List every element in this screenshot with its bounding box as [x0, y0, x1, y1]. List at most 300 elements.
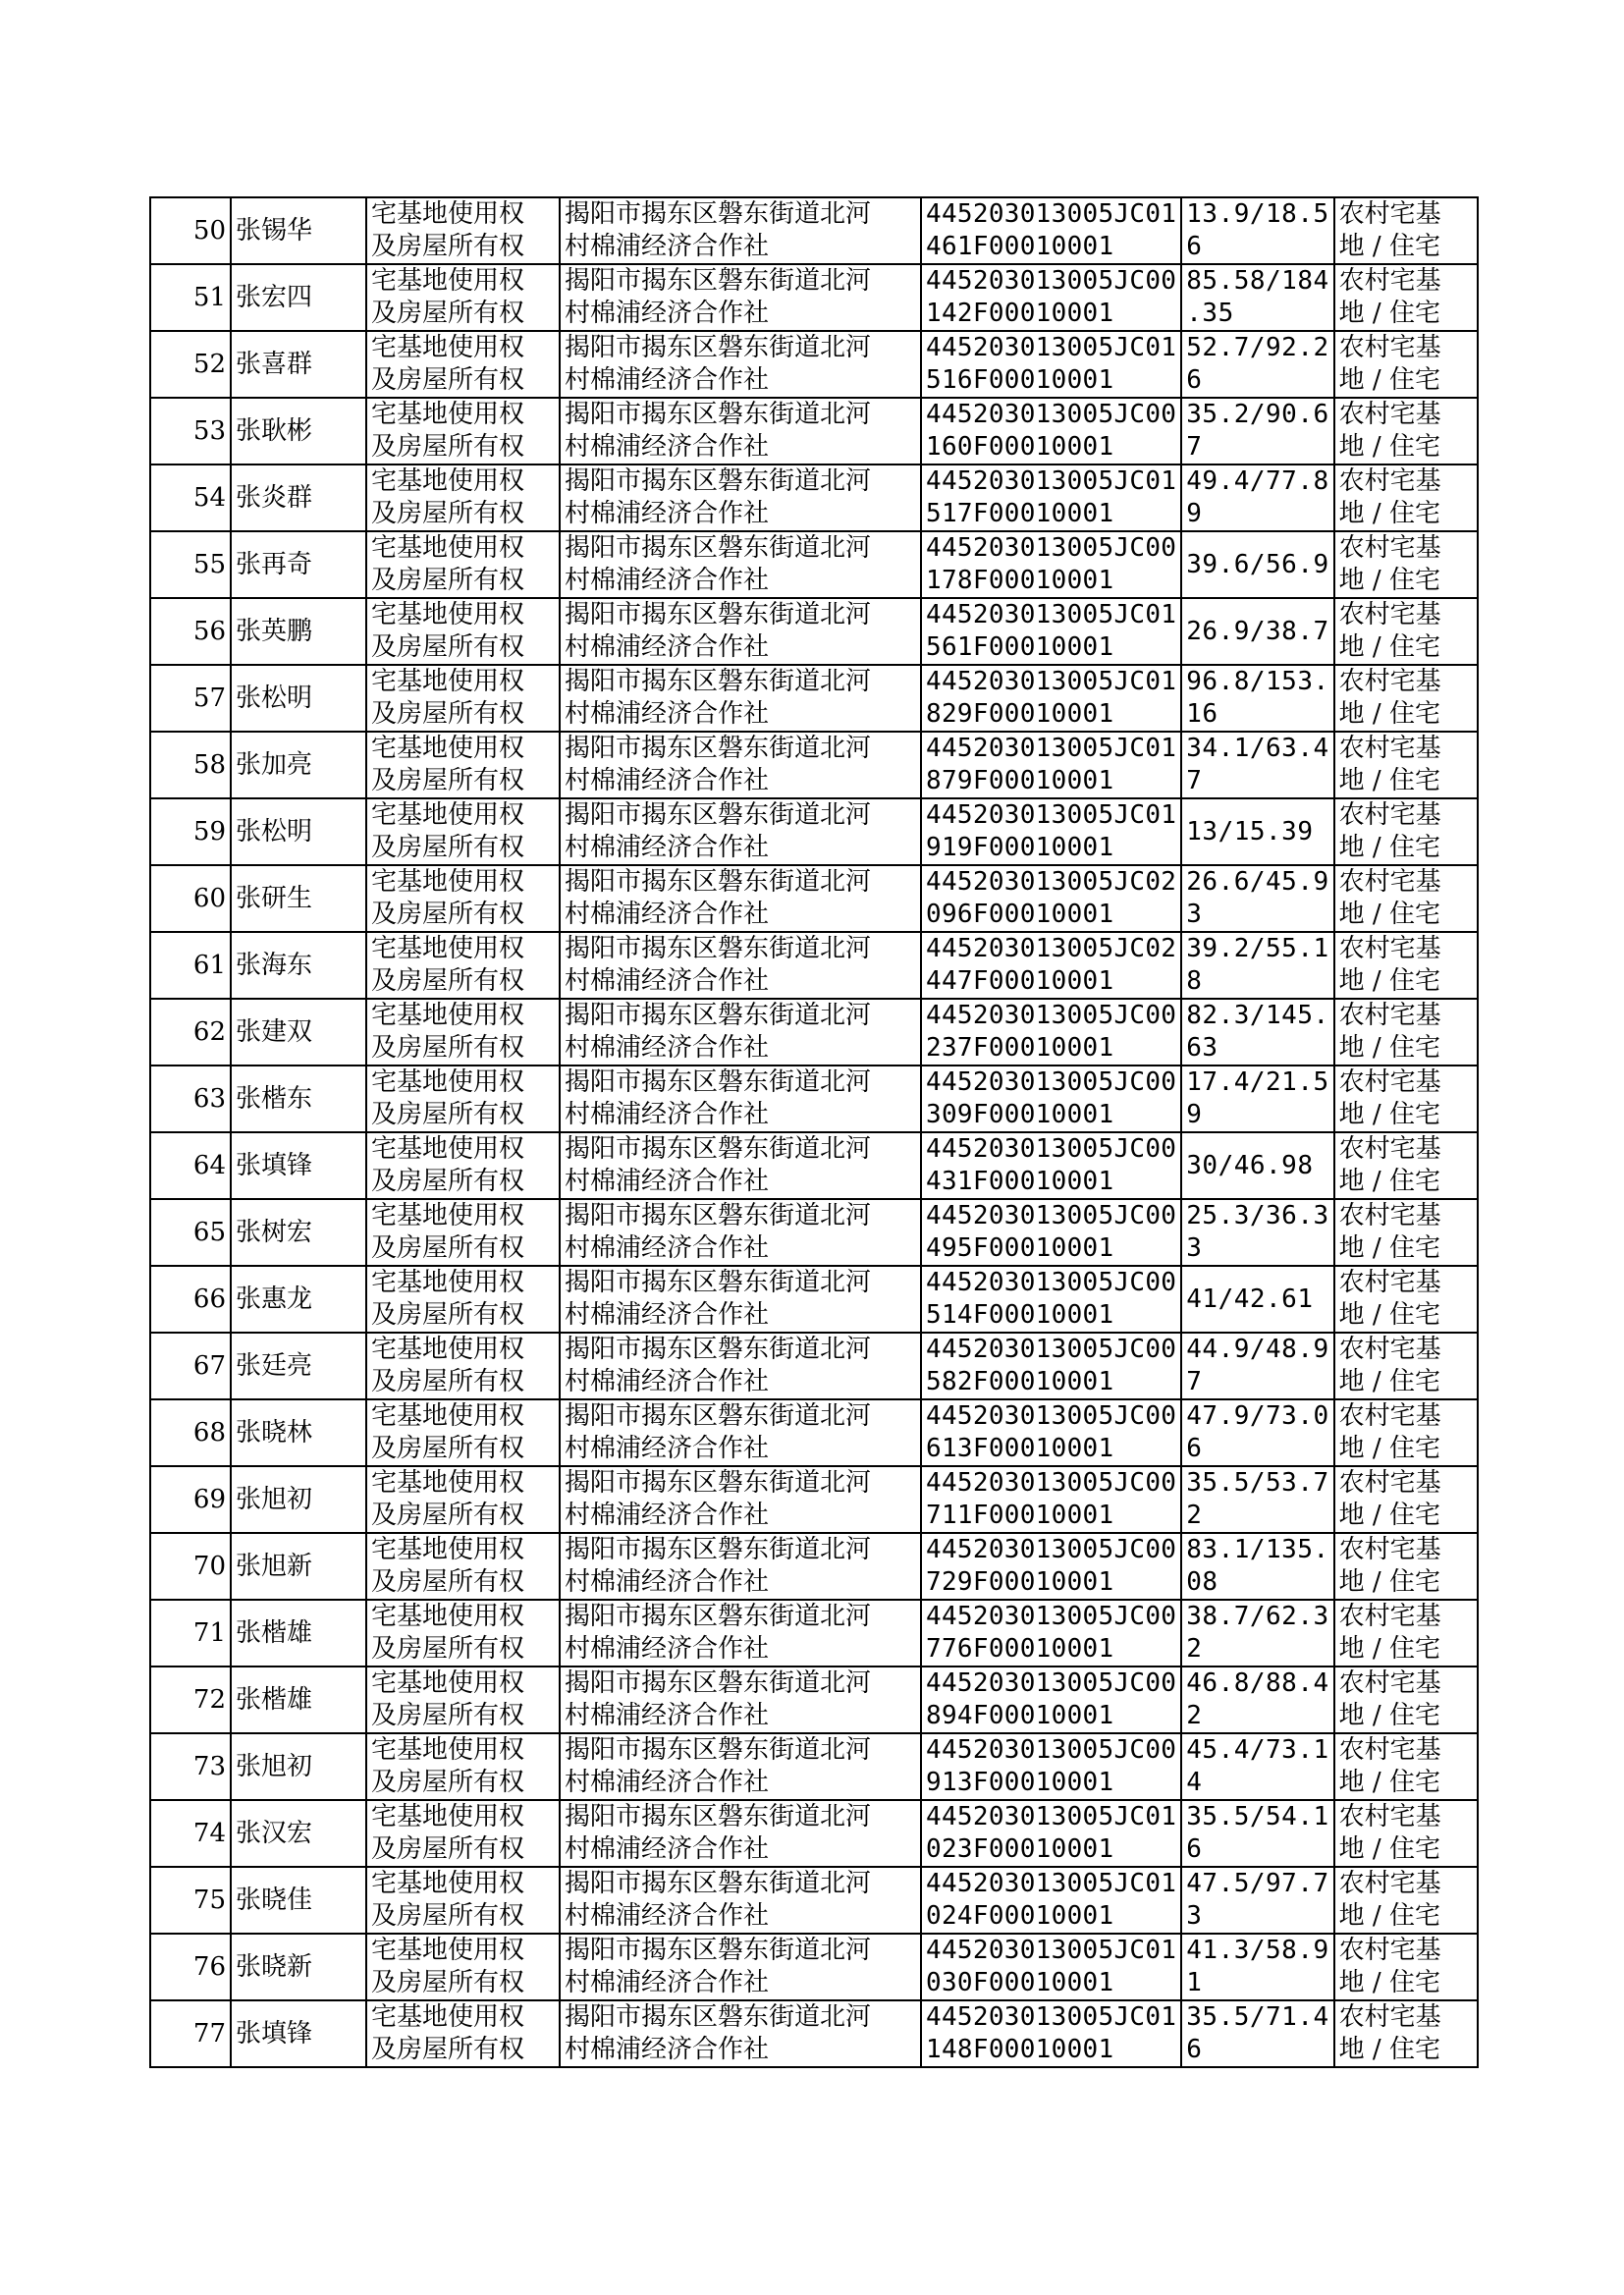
cell-line: 517F00010001 [926, 499, 1114, 528]
cell-line: 445203013005JC01 [926, 1802, 1177, 1831]
right-type-cell [366, 1934, 560, 2000]
table-row [150, 1466, 1478, 1533]
cell-line: 9 [1186, 1100, 1203, 1129]
cell-line: 农村宅基 [1338, 199, 1441, 229]
cell-line: 地 / 住宅 [1338, 299, 1440, 328]
cell-line: 26.6/45.9 [1186, 867, 1329, 897]
cell-line: 农村宅基 [1338, 667, 1441, 696]
cell-line: 地 / 住宅 [1338, 2035, 1440, 2064]
cell-line: 揭阳市揭东区磐东街道北河 [565, 600, 872, 629]
register-body [150, 197, 1478, 2067]
right-type-cell [366, 1800, 560, 1867]
cell-line: 445203013005JC01 [926, 1936, 1177, 1965]
cell-line: 445203013005JC00 [926, 1067, 1177, 1097]
cell-line: 729F00010001 [926, 1567, 1114, 1597]
cell-line: 52.7/92.2 [1186, 333, 1329, 362]
cell-line: 6 [1186, 1834, 1203, 1864]
unit-code-cell [921, 1132, 1181, 1199]
row-number-cell: 76 [150, 1934, 231, 2000]
property-register-table [149, 196, 1479, 2068]
area-cell [1181, 1934, 1333, 2000]
right-type-cell [366, 1667, 560, 1733]
cell-line: 879F00010001 [926, 766, 1114, 795]
table-row [150, 665, 1478, 732]
table-row [150, 1733, 1478, 1800]
right-type-cell [366, 464, 560, 531]
cell-line: 178F00010001 [926, 566, 1114, 595]
cell-line: 揭阳市揭东区磐东街道北河 [565, 1401, 872, 1431]
table-row [150, 999, 1478, 1066]
cell-line: 宅基地使用权 [371, 867, 525, 897]
cell-line: 农村宅基 [1338, 1401, 1441, 1431]
area-cell [1181, 398, 1333, 464]
cell-line: 村棉浦经济合作社 [565, 1968, 770, 1997]
area-cell [1181, 1800, 1333, 1867]
cell-line: 445203013005JC00 [926, 1468, 1177, 1498]
table-row [150, 1333, 1478, 1399]
table-row [150, 2000, 1478, 2067]
cell-line: 村棉浦经济合作社 [565, 1634, 770, 1664]
owner-name-cell: 张英鹏 [231, 598, 366, 665]
cell-line: 宅基地使用权 [371, 266, 525, 296]
table-row [150, 1667, 1478, 1733]
cell-line: 445203013005JC00 [926, 1735, 1177, 1765]
cell-line: 揭阳市揭东区磐东街道北河 [565, 667, 872, 696]
table-row [150, 398, 1478, 464]
cell-line: 宅基地使用权 [371, 1268, 525, 1297]
cell-line: 揭阳市揭东区磐东街道北河 [565, 1067, 872, 1097]
right-type-cell [366, 398, 560, 464]
table-row [150, 1199, 1478, 1266]
row-number-cell: 74 [150, 1800, 231, 1867]
land-use-cell [1334, 1333, 1478, 1399]
cell-line: 村棉浦经济合作社 [565, 833, 770, 862]
row-number-cell: 58 [150, 732, 231, 798]
cell-line: 地 / 住宅 [1338, 1768, 1440, 1797]
cell-line: 2 [1186, 1634, 1203, 1664]
location-cell [560, 1934, 921, 2000]
cell-line: 17.4/21.5 [1186, 1067, 1329, 1097]
cell-line: 及房屋所有权 [371, 432, 525, 462]
cell-line: 63 [1186, 1033, 1218, 1063]
location-cell [560, 2000, 921, 2067]
table-row [150, 1867, 1478, 1934]
cell-line: 揭阳市揭东区磐东街道北河 [565, 1802, 872, 1831]
row-number-cell: 60 [150, 865, 231, 932]
owner-name-cell: 张填锋 [231, 2000, 366, 2067]
cell-line: 村棉浦经济合作社 [565, 566, 770, 595]
cell-line: 宅基地使用权 [371, 1401, 525, 1431]
land-use-cell [1334, 932, 1478, 999]
land-use-cell [1334, 1533, 1478, 1600]
cell-line: 445203013005JC01 [926, 466, 1177, 496]
cell-line: 揭阳市揭东区磐东街道北河 [565, 266, 872, 296]
row-number-cell: 55 [150, 531, 231, 598]
cell-line: 431F00010001 [926, 1167, 1114, 1196]
cell-line: 村棉浦经济合作社 [565, 1434, 770, 1463]
cell-line: 地 / 住宅 [1338, 1701, 1440, 1730]
row-number-cell: 56 [150, 598, 231, 665]
right-type-cell [366, 1733, 560, 1800]
table-row [150, 531, 1478, 598]
cell-line: 农村宅基 [1338, 1802, 1441, 1831]
cell-line: 宅基地使用权 [371, 2002, 525, 2032]
unit-code-cell [921, 1533, 1181, 1600]
cell-line: 地 / 住宅 [1338, 1834, 1440, 1864]
cell-line: 宅基地使用权 [371, 1001, 525, 1030]
cell-line: 地 / 住宅 [1338, 766, 1440, 795]
right-type-cell [366, 999, 560, 1066]
cell-line: 及房屋所有权 [371, 1768, 525, 1797]
table-row [150, 331, 1478, 398]
right-type-cell [366, 1533, 560, 1600]
cell-line: 村棉浦经济合作社 [565, 1834, 770, 1864]
area-cell [1181, 1667, 1333, 1733]
cell-line: 宅基地使用权 [371, 400, 525, 429]
cell-line: 7 [1186, 432, 1203, 462]
row-number-cell: 73 [150, 1733, 231, 1800]
cell-line: 地 / 住宅 [1338, 1501, 1440, 1530]
right-type-cell [366, 1399, 560, 1466]
cell-line: 农村宅基 [1338, 734, 1441, 763]
cell-line: 13.9/18.5 [1186, 199, 1329, 229]
location-cell [560, 1266, 921, 1333]
cell-line: 地 / 住宅 [1338, 900, 1440, 929]
cell-line: 村棉浦经济合作社 [565, 1167, 770, 1196]
table-row [150, 932, 1478, 999]
cell-line: 445203013005JC00 [926, 533, 1177, 563]
cell-line: 及房屋所有权 [371, 566, 525, 595]
area-cell [1181, 1600, 1333, 1667]
location-cell [560, 798, 921, 865]
right-type-cell [366, 598, 560, 665]
owner-name-cell: 张晓新 [231, 1934, 366, 2000]
location-cell [560, 732, 921, 798]
cell-line: 35.2/90.6 [1186, 400, 1329, 429]
cell-line: 地 / 住宅 [1338, 1367, 1440, 1396]
cell-line: 26.9/38.7 [1186, 616, 1329, 646]
land-use-cell [1334, 1466, 1478, 1533]
row-number-cell: 66 [150, 1266, 231, 1333]
cell-line: 农村宅基 [1338, 400, 1441, 429]
unit-code-cell [921, 464, 1181, 531]
cell-line: 揭阳市揭东区磐东街道北河 [565, 1268, 872, 1297]
cell-line: 村棉浦经济合作社 [565, 1501, 770, 1530]
right-type-cell [366, 732, 560, 798]
row-number-cell: 72 [150, 1667, 231, 1733]
cell-line: 农村宅基 [1338, 2002, 1441, 2032]
owner-name-cell: 张惠龙 [231, 1266, 366, 1333]
cell-line: 宅基地使用权 [371, 1468, 525, 1498]
land-use-cell [1334, 732, 1478, 798]
cell-line: 农村宅基 [1338, 934, 1441, 963]
owner-name-cell: 张研生 [231, 865, 366, 932]
cell-line: 445203013005JC01 [926, 734, 1177, 763]
location-cell [560, 464, 921, 531]
owner-name-cell: 张晓佳 [231, 1867, 366, 1934]
cell-line: 3 [1186, 1901, 1203, 1931]
right-type-cell [366, 1867, 560, 1934]
cell-line: 揭阳市揭东区磐东街道北河 [565, 867, 872, 897]
cell-line: 地 / 住宅 [1338, 699, 1440, 729]
location-cell [560, 1733, 921, 1800]
cell-line: 宅基地使用权 [371, 333, 525, 362]
cell-line: 445203013005JC01 [926, 800, 1177, 830]
cell-line: 49.4/77.8 [1186, 466, 1329, 496]
unit-code-cell [921, 999, 1181, 1066]
cell-line: 揭阳市揭东区磐东街道北河 [565, 1134, 872, 1164]
location-cell [560, 1333, 921, 1399]
owner-name-cell: 张楷东 [231, 1066, 366, 1132]
cell-line: 及房屋所有权 [371, 1834, 525, 1864]
unit-code-cell [921, 1934, 1181, 2000]
cell-line: 宅基地使用权 [371, 1335, 525, 1364]
cell-line: 村棉浦经济合作社 [565, 766, 770, 795]
location-cell [560, 1667, 921, 1733]
cell-line: 及房屋所有权 [371, 232, 525, 261]
table-row [150, 1132, 1478, 1199]
land-use-cell [1334, 1867, 1478, 1934]
area-cell [1181, 1867, 1333, 1934]
right-type-cell [366, 1266, 560, 1333]
land-use-cell [1334, 398, 1478, 464]
cell-line: 揭阳市揭东区磐东街道北河 [565, 533, 872, 563]
cell-line: 宅基地使用权 [371, 1067, 525, 1097]
area-cell [1181, 1399, 1333, 1466]
owner-name-cell: 张喜群 [231, 331, 366, 398]
location-cell [560, 1399, 921, 1466]
owner-name-cell: 张松明 [231, 665, 366, 732]
cell-line: 地 / 住宅 [1338, 1567, 1440, 1597]
land-use-cell [1334, 865, 1478, 932]
row-number-cell: 54 [150, 464, 231, 531]
owner-name-cell: 张锡华 [231, 197, 366, 264]
cell-line: 农村宅基 [1338, 466, 1441, 496]
cell-line: 47.9/73.0 [1186, 1401, 1329, 1431]
row-number-cell: 63 [150, 1066, 231, 1132]
cell-line: 村棉浦经济合作社 [565, 1233, 770, 1263]
table-row [150, 865, 1478, 932]
cell-line: 农村宅基 [1338, 800, 1441, 830]
cell-line: 44.9/48.9 [1186, 1335, 1329, 1364]
cell-line: 地 / 住宅 [1338, 232, 1440, 261]
cell-line: 村棉浦经济合作社 [565, 499, 770, 528]
unit-code-cell [921, 798, 1181, 865]
cell-line: 6 [1186, 365, 1203, 395]
cell-line: 47.5/97.7 [1186, 1869, 1329, 1898]
cell-line: 495F00010001 [926, 1233, 1114, 1263]
cell-line: 41.3/58.9 [1186, 1936, 1329, 1965]
cell-line: 7 [1186, 766, 1203, 795]
cell-line: 及房屋所有权 [371, 833, 525, 862]
unit-code-cell [921, 331, 1181, 398]
row-number-cell: 70 [150, 1533, 231, 1600]
row-number-cell: 57 [150, 665, 231, 732]
row-number-cell: 71 [150, 1600, 231, 1667]
unit-code-cell [921, 865, 1181, 932]
table-row [150, 598, 1478, 665]
owner-name-cell: 张汉宏 [231, 1800, 366, 1867]
cell-line: 及房屋所有权 [371, 499, 525, 528]
land-use-cell [1334, 1800, 1478, 1867]
cell-line: 揭阳市揭东区磐东街道北河 [565, 1936, 872, 1965]
cell-line: 揭阳市揭东区磐东街道北河 [565, 1201, 872, 1230]
cell-line: 445203013005JC00 [926, 1335, 1177, 1364]
unit-code-cell [921, 197, 1181, 264]
cell-line: 宅基地使用权 [371, 1134, 525, 1164]
unit-code-cell [921, 1199, 1181, 1266]
cell-line: 41/42.61 [1186, 1284, 1314, 1314]
cell-line: 村棉浦经济合作社 [565, 232, 770, 261]
unit-code-cell [921, 732, 1181, 798]
land-use-cell [1334, 598, 1478, 665]
cell-line: 及房屋所有权 [371, 1901, 525, 1931]
owner-name-cell: 张建双 [231, 999, 366, 1066]
row-number-cell: 51 [150, 264, 231, 331]
cell-line: 揭阳市揭东区磐东街道北河 [565, 934, 872, 963]
cell-line: 及房屋所有权 [371, 900, 525, 929]
location-cell [560, 1199, 921, 1266]
right-type-cell [366, 531, 560, 598]
cell-line: 34.1/63.4 [1186, 734, 1329, 763]
cell-line: 461F00010001 [926, 232, 1114, 261]
area-cell [1181, 1466, 1333, 1533]
cell-line: 及房屋所有权 [371, 1233, 525, 1263]
land-use-cell [1334, 1066, 1478, 1132]
cell-line: 35.5/54.1 [1186, 1802, 1329, 1831]
cell-line: 村棉浦经济合作社 [565, 966, 770, 996]
cell-line: 农村宅基 [1338, 1602, 1441, 1631]
cell-line: 08 [1186, 1567, 1218, 1597]
table-row [150, 1800, 1478, 1867]
cell-line: 及房屋所有权 [371, 766, 525, 795]
cell-line: 6 [1186, 2035, 1203, 2064]
area-cell [1181, 1733, 1333, 1800]
row-number-cell: 69 [150, 1466, 231, 1533]
cell-line: 及房屋所有权 [371, 365, 525, 395]
row-number-cell: 61 [150, 932, 231, 999]
right-type-cell [366, 865, 560, 932]
area-cell [1181, 2000, 1333, 2067]
cell-line: 宅基地使用权 [371, 1869, 525, 1898]
land-use-cell [1334, 1266, 1478, 1333]
cell-line: 揭阳市揭东区磐东街道北河 [565, 466, 872, 496]
row-number-cell: 53 [150, 398, 231, 464]
cell-line: 宅基地使用权 [371, 1535, 525, 1564]
cell-line: 宅基地使用权 [371, 199, 525, 229]
cell-line: 村棉浦经济合作社 [565, 632, 770, 662]
cell-line: 村棉浦经济合作社 [565, 1901, 770, 1931]
cell-line: 地 / 住宅 [1338, 1968, 1440, 1997]
right-type-cell [366, 1600, 560, 1667]
table-row [150, 197, 1478, 264]
cell-line: 农村宅基 [1338, 1335, 1441, 1364]
location-cell [560, 1466, 921, 1533]
area-cell [1181, 1333, 1333, 1399]
cell-line: 揭阳市揭东区磐东街道北河 [565, 1001, 872, 1030]
cell-line: 096F00010001 [926, 900, 1114, 929]
cell-line: 宅基地使用权 [371, 600, 525, 629]
cell-line: 7 [1186, 1367, 1203, 1396]
location-cell [560, 1600, 921, 1667]
cell-line: 宅基地使用权 [371, 1668, 525, 1698]
right-type-cell [366, 1066, 560, 1132]
location-cell [560, 1867, 921, 1934]
right-type-cell [366, 1132, 560, 1199]
cell-line: 及房屋所有权 [371, 299, 525, 328]
cell-line: 揭阳市揭东区磐东街道北河 [565, 400, 872, 429]
cell-line: 农村宅基 [1338, 1668, 1441, 1698]
cell-line: 2 [1186, 1501, 1203, 1530]
owner-name-cell: 张加亮 [231, 732, 366, 798]
cell-line: 农村宅基 [1338, 1869, 1441, 1898]
area-cell [1181, 932, 1333, 999]
cell-line: 142F00010001 [926, 299, 1114, 328]
land-use-cell [1334, 1600, 1478, 1667]
cell-line: 447F00010001 [926, 966, 1114, 996]
cell-line: 农村宅基 [1338, 1468, 1441, 1498]
land-use-cell [1334, 1733, 1478, 1800]
cell-line: 445203013005JC00 [926, 1001, 1177, 1030]
cell-line: 45.4/73.1 [1186, 1735, 1329, 1765]
cell-line: 宅基地使用权 [371, 734, 525, 763]
area-cell [1181, 732, 1333, 798]
right-type-cell [366, 665, 560, 732]
cell-line: 及房屋所有权 [371, 1300, 525, 1330]
cell-line: 农村宅基 [1338, 1735, 1441, 1765]
cell-line: 16 [1186, 699, 1218, 729]
unit-code-cell [921, 264, 1181, 331]
cell-line: 46.8/88.4 [1186, 1668, 1329, 1698]
cell-line: 237F00010001 [926, 1033, 1114, 1063]
land-use-cell [1334, 1132, 1478, 1199]
land-use-cell [1334, 1667, 1478, 1733]
cell-line: 445203013005JC00 [926, 1134, 1177, 1164]
table-row [150, 1934, 1478, 2000]
right-type-cell [366, 1466, 560, 1533]
cell-line: 村棉浦经济合作社 [565, 365, 770, 395]
land-use-cell [1334, 1934, 1478, 2000]
unit-code-cell [921, 1867, 1181, 1934]
cell-line: 农村宅基 [1338, 1535, 1441, 1564]
cell-line: 揭阳市揭东区磐东街道北河 [565, 800, 872, 830]
cell-line: 宅基地使用权 [371, 1936, 525, 1965]
cell-line: 揭阳市揭东区磐东街道北河 [565, 734, 872, 763]
cell-line: 及房屋所有权 [371, 1434, 525, 1463]
cell-line: 及房屋所有权 [371, 1367, 525, 1396]
area-cell [1181, 865, 1333, 932]
cell-line: 030F00010001 [926, 1968, 1114, 1997]
cell-line: 445203013005JC00 [926, 1535, 1177, 1564]
cell-line: 宅基地使用权 [371, 533, 525, 563]
cell-line: 445203013005JC02 [926, 867, 1177, 897]
cell-line: 农村宅基 [1338, 1134, 1441, 1164]
unit-code-cell [921, 1733, 1181, 1800]
cell-line: 揭阳市揭东区磐东街道北河 [565, 2002, 872, 2032]
owner-name-cell: 张旭初 [231, 1466, 366, 1533]
cell-line: 445203013005JC00 [926, 1668, 1177, 1698]
cell-line: 地 / 住宅 [1338, 966, 1440, 996]
cell-line: 445203013005JC01 [926, 667, 1177, 696]
table-row [150, 264, 1478, 331]
unit-code-cell [921, 2000, 1181, 2067]
unit-code-cell [921, 531, 1181, 598]
cell-line: 776F00010001 [926, 1634, 1114, 1664]
row-number-cell: 65 [150, 1199, 231, 1266]
cell-line: 村棉浦经济合作社 [565, 1100, 770, 1129]
cell-line: 地 / 住宅 [1338, 1100, 1440, 1129]
cell-line: 揭阳市揭东区磐东街道北河 [565, 1535, 872, 1564]
